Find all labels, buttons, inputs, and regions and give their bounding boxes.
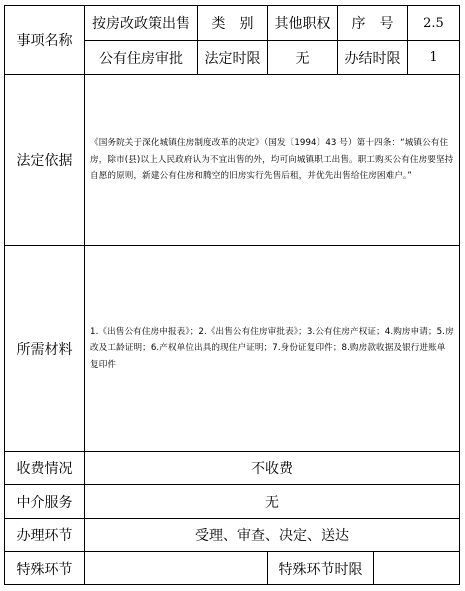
category-value: 其他职权 [274,16,331,32]
agency-value: 无 [265,494,279,511]
special-time-value [374,552,459,585]
legal-time-value: 无 [295,50,310,67]
process-label: 办理环节 [16,528,73,544]
process-value: 受理、审查、决定、送达 [195,528,349,544]
special-label: 特殊环节 [16,561,73,578]
category-label: 类 别 [211,16,254,32]
special-value [85,552,267,585]
agency-label: 中介服务 [16,494,73,511]
special-time-label: 特殊环节时限 [278,561,363,578]
legal-time-label: 法定时限 [204,50,261,67]
item-name-line1: 按房改政策出售 [92,16,190,32]
item-name-label: 事项名称 [16,33,73,49]
seq-label: 序 号 [351,16,394,32]
legal-basis-label: 法定依据 [16,153,73,169]
fee-value: 不收费 [251,461,293,477]
materials-text: 1.《出售公有住房申报表》；2.《出售公有住房审批表》；3.公有住房产权证；4.购房申请；5.房改及工龄证明；6.产权单位出具的现住户证明；7.身份证复印件；8.购房款收据及银行进账单复印件 [90,326,454,370]
complete-time-label: 办结时限 [344,50,401,67]
materials-label: 所需材料 [16,341,73,358]
fee-label: 收费情况 [16,461,73,477]
seq-value: 2.5 [423,15,444,31]
legal-basis-text: 《国务院关于深化城镇住房制度改革的决定》（国发〔1994〕43 号）第十四条：“城镇公有住房，除市(县)以上人民政府认为不宜出售的外，均可向城镇职工出售。职工购买公有住房要坚持自愿的原则，新建公有住房和腾空的旧房实行先售后租，并优先出售给住房困难户。” [90,138,454,182]
complete-time-value: 1 [429,50,438,65]
item-name-line2: 公有住房审批 [99,50,183,67]
